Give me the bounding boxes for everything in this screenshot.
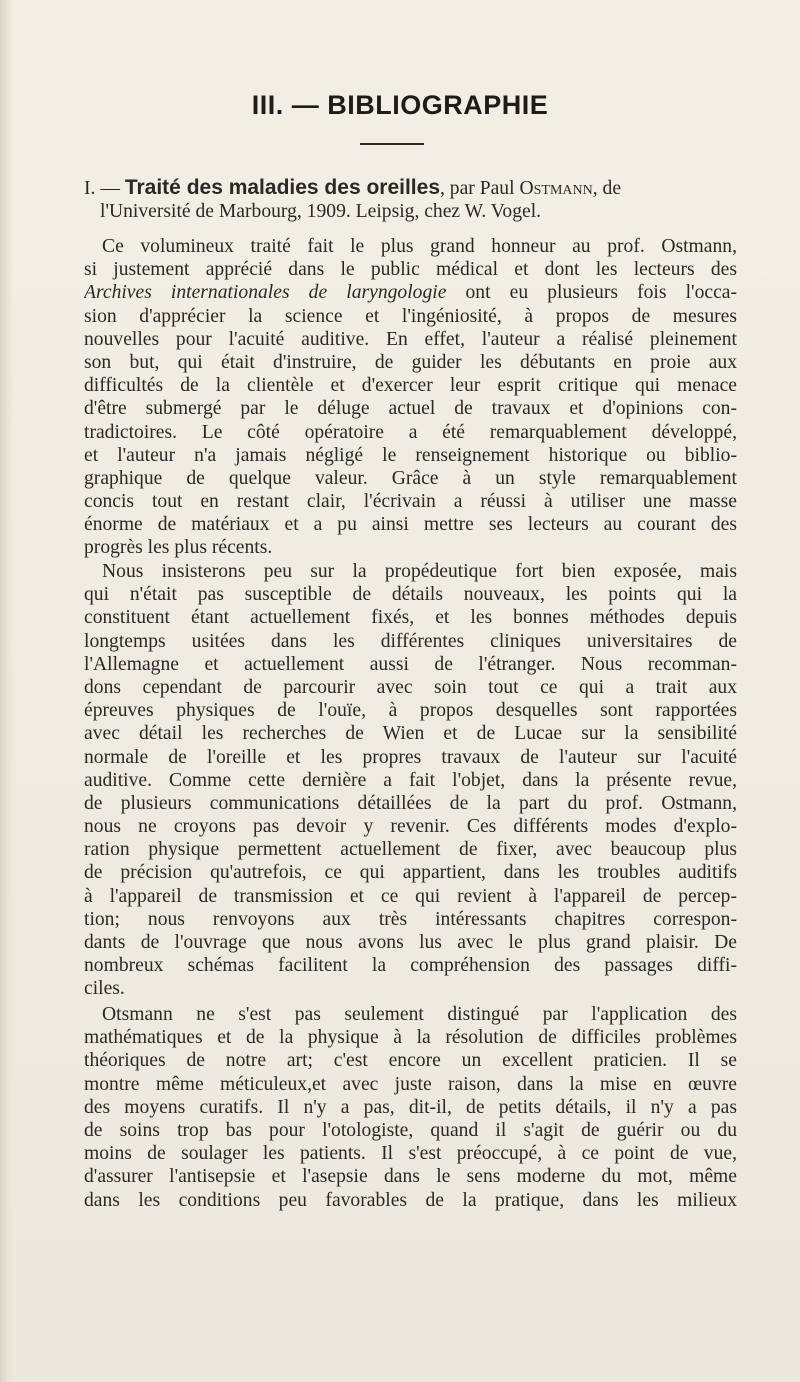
- section-title: III. — BIBLIOGRAPHIE: [251, 90, 549, 120]
- text-line: ciles.: [84, 978, 125, 1000]
- text-line: dants de l'ouvrage que nous avons lus avec le plus grand plaisir. De: [84, 932, 737, 953]
- text-line: de plusieurs communications détaillées de la part du prof. Ostmann,: [84, 792, 737, 814]
- entry-header: [84, 176, 737, 223]
- entry-number: I. —: [84, 178, 125, 199]
- text-line: d'assurer l'antisepsie et l'asepsie dans le sens moderne du mot, même: [84, 1166, 737, 1188]
- text-line: son but, qui était d'instruire, de guider les débutants en proie aux: [84, 351, 737, 373]
- text-line: Otsmann ne s'est pas seulement distingué par l'application des: [102, 1004, 737, 1025]
- text-line: nous ne croyons pas devoir y revenir. Ces différents modes d'explo-: [84, 816, 737, 838]
- text-line: d'être submergé par le déluge actuel de travaux et d'opinions con-: [84, 398, 737, 420]
- paragraph-1: [84, 235, 737, 560]
- text-line: épreuves physiques de l'ouïe, à propos desquelles sont rapportées: [84, 700, 737, 722]
- text-line: Archives internationales de laryngologie ont eu plusieurs fois l'occa-: [84, 282, 737, 304]
- text-line: graphique de quelque valeur. Grâce à un style remarquablement: [84, 467, 737, 489]
- text-line: dans les conditions peu favorables de la pratique, dans les milieux: [84, 1189, 737, 1211]
- text-line: Ce volumineux traité fait le plus grand honneur au prof. Ostmann,: [102, 236, 737, 257]
- entry-byline-post: , de: [592, 178, 622, 199]
- entry-author: Ostmann: [519, 178, 593, 199]
- text-line: théoriques de notre art; c'est encore un excellent praticien. Il se: [84, 1050, 737, 1072]
- title-rule: [360, 143, 424, 145]
- page-edge-shadow: [0, 0, 14, 1382]
- text-line: l'Allemagne et actuellement aussi de l'étranger. Nous recomman-: [84, 653, 737, 675]
- journal-title: Archives internationales de laryngologie: [84, 282, 447, 304]
- text-line: nombreux schémas facilitent la compréhension des passages diffi-: [84, 955, 737, 977]
- text-line: des moyens curatifs. Il n'y a pas, dit-il, de petits détails, il n'y a pas: [84, 1096, 737, 1118]
- text-line: difficultés de la clientèle et d'exercer leur esprit critique qui menace: [84, 375, 737, 397]
- text-line: constituent étant actuellement fixés, et les bonnes méthodes depuis: [84, 607, 737, 629]
- text-line: nouvelles pour l'acuité auditive. En effet, l'auteur a réalisé pleinement: [84, 328, 737, 350]
- entry-title: Traité des maladies des oreilles: [124, 176, 440, 199]
- text-line: et l'auteur n'a jamais négligé le renseignement historique ou biblio-: [84, 444, 737, 466]
- text-line: Nous insisterons peu sur la propédeutique fort bien exposée, mais: [102, 561, 737, 582]
- paragraph-3: [84, 1003, 737, 1212]
- text-line: avec détail les recherches de Wien et de Lucae sur la sensibilité: [84, 723, 737, 745]
- text-line: concis tout en restant clair, l'écrivain a réussi à utiliser une masse: [84, 491, 737, 513]
- entry-publication: l'Université de Marbourg, 1909. Leipsig, chez W. Vogel.: [100, 201, 542, 222]
- text-line: moins de soulager les patients. Il s'est préoccupé, à ce point de vue,: [84, 1143, 737, 1165]
- paragraph-2: [84, 560, 737, 1001]
- text-line: auditive. Comme cette dernière a fait l'objet, dans la présente revue,: [84, 769, 737, 791]
- text-line: montre même méticuleux,et avec juste raison, dans la mise en œuvre: [84, 1073, 737, 1095]
- text-line: ration physique permettent actuellement de fixer, avec beaucoup plus: [84, 839, 737, 861]
- text-line: qui n'était pas susceptible de détails nouveaux, les points qui la: [84, 584, 737, 606]
- text-line: dons cependant de parcourir avec soin tout ce qui a trait aux: [84, 676, 737, 698]
- text-line: mathématiques et de la physique à la résolution de difficiles problèmes: [84, 1027, 737, 1049]
- text-line: normale de l'oreille et les propres travaux de l'auteur sur l'acuité: [84, 746, 737, 768]
- text-line: de précision qu'autrefois, ce qui appartient, dans les troubles auditifs: [84, 862, 737, 884]
- entry-byline-pre: , par Paul: [440, 178, 520, 199]
- text-line: tion; nous renvoyons aux très intéressants chapitres correspon-: [84, 908, 737, 930]
- text-line: énorme de matériaux et a pu ainsi mettre ses lecteurs au courant des: [84, 514, 737, 536]
- text-line: tradictoires. Le côté opératoire a été remarquablement développé,: [84, 421, 737, 443]
- text-line: sion d'apprécier la science et l'ingéniosité, à propos de mesures: [84, 305, 737, 327]
- text-line: de soins trop bas pour l'otologiste, quand il s'agit de guérir ou du: [84, 1119, 737, 1141]
- text-line: longtemps usitées dans les différentes cliniques universitaires de: [84, 630, 737, 652]
- text-line: progrès les plus récents.: [84, 537, 273, 559]
- text-line: si justement apprécié dans le public médical et dont les lecteurs des: [84, 259, 737, 281]
- text-line: à l'appareil de transmission et ce qui revient à l'appareil de percep-: [84, 885, 737, 907]
